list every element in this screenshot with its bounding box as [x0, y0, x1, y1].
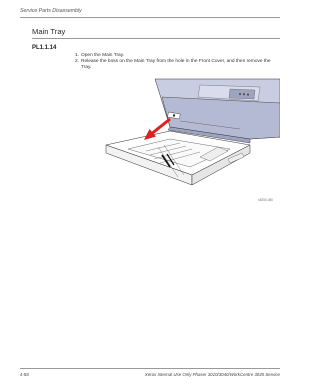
- footer-rule: [20, 368, 280, 369]
- figure-id: s3050-080: [258, 198, 274, 202]
- title-rule: [32, 38, 280, 39]
- page-title: Main Tray: [32, 27, 66, 36]
- step-number: 2.: [75, 59, 80, 65]
- page-number: 4-58: [20, 372, 29, 377]
- step-text: Release the boss on the Main Tray from the hole in the Front Cover, and then remove the Tray.: [81, 59, 271, 71]
- main-tray-removal-illustration: [100, 77, 280, 205]
- running-header: Service Parts Disassembly: [20, 8, 82, 14]
- footer-text: Xerox Internal Use Only Phaser 3010/3040/WorkCentre 3045 Service: [144, 372, 280, 377]
- part-number: PL1.1.14: [32, 45, 57, 51]
- procedure-steps: [75, 53, 280, 71]
- step-text: Open the Main Tray.: [81, 53, 125, 58]
- header-rule: [20, 17, 280, 18]
- step-number: 1.: [75, 53, 80, 58]
- step-2: [75, 59, 280, 71]
